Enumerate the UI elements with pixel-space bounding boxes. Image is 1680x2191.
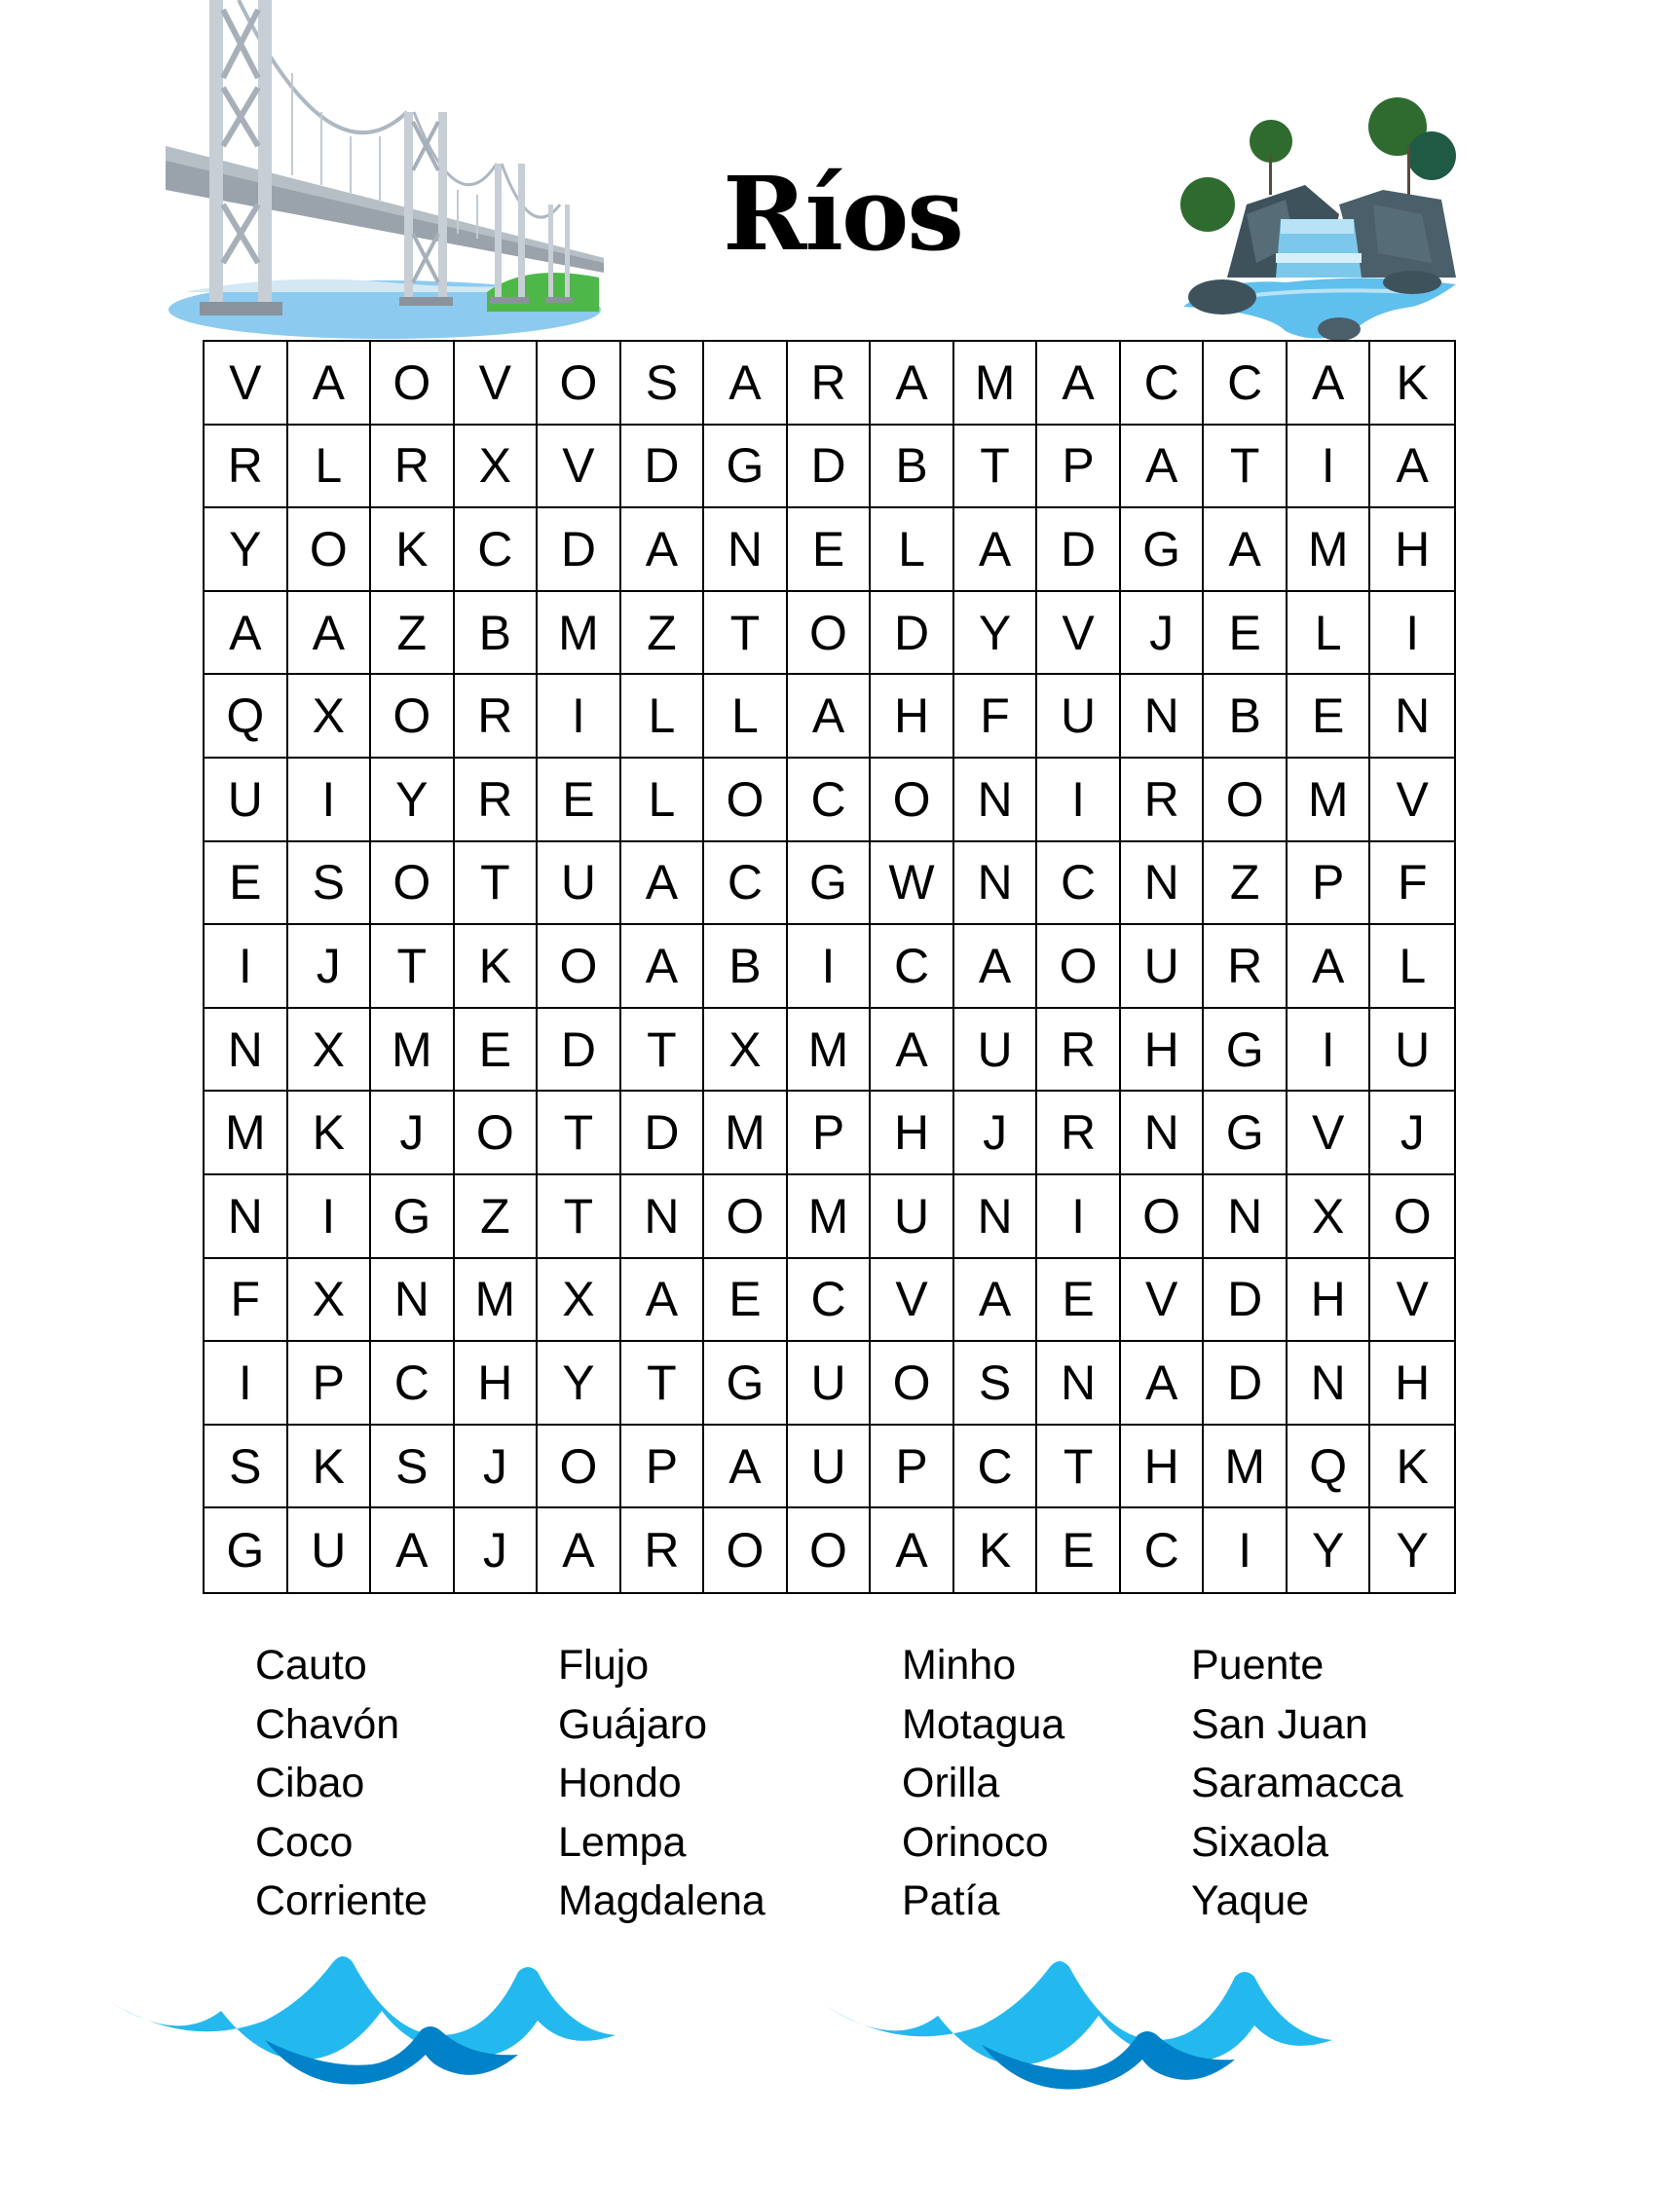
- grid-cell[interactable]: O: [788, 1508, 872, 1592]
- grid-cell[interactable]: B: [1204, 675, 1288, 759]
- grid-cell[interactable]: M: [371, 1009, 455, 1093]
- grid-cell[interactable]: X: [288, 675, 372, 759]
- grid-cell[interactable]: X: [1288, 1175, 1371, 1259]
- grid-cell[interactable]: C: [1121, 342, 1205, 426]
- grid-cell[interactable]: K: [1370, 1426, 1454, 1509]
- grid-cell[interactable]: M: [1288, 759, 1371, 842]
- grid-cell[interactable]: M: [205, 1092, 288, 1175]
- grid-cell[interactable]: A: [621, 1259, 705, 1343]
- grid-cell[interactable]: X: [455, 426, 539, 509]
- grid-cell[interactable]: I: [288, 759, 372, 842]
- grid-cell[interactable]: S: [205, 1426, 288, 1509]
- grid-cell[interactable]: A: [871, 1508, 954, 1592]
- grid-cell[interactable]: R: [205, 426, 288, 509]
- grid-cell[interactable]: O: [704, 1508, 788, 1592]
- word-list-column-1: [255, 1636, 428, 1931]
- grid-cell[interactable]: O: [871, 759, 954, 842]
- grid-cell[interactable]: O: [371, 842, 455, 926]
- grid-cell[interactable]: A: [1121, 1342, 1205, 1426]
- word-list-column-2: [558, 1636, 765, 1931]
- grid-cell[interactable]: A: [288, 342, 372, 426]
- grid-cell[interactable]: G: [704, 426, 788, 509]
- waterfall-icon: [1178, 97, 1461, 346]
- grid-cell[interactable]: E: [205, 842, 288, 926]
- grid-cell[interactable]: H: [1370, 508, 1454, 592]
- grid-cell[interactable]: O: [288, 508, 372, 592]
- grid-cell[interactable]: K: [954, 1508, 1038, 1592]
- grid-cell[interactable]: O: [1037, 925, 1121, 1009]
- grid-cell[interactable]: V: [871, 1259, 954, 1343]
- grid-cell[interactable]: V: [1370, 1259, 1454, 1343]
- grid-cell[interactable]: N: [704, 508, 788, 592]
- grid-cell[interactable]: M: [538, 592, 621, 676]
- grid-cell[interactable]: Z: [371, 592, 455, 676]
- grid-cell[interactable]: M: [704, 1092, 788, 1175]
- grid-cell[interactable]: A: [371, 1508, 455, 1592]
- grid-cell[interactable]: O: [371, 342, 455, 426]
- grid-cell[interactable]: F: [954, 675, 1038, 759]
- grid-cell[interactable]: G: [205, 1508, 288, 1592]
- grid-cell[interactable]: K: [288, 1092, 372, 1175]
- word-item: Guájaro: [558, 1700, 707, 1748]
- grid-cell[interactable]: H: [455, 1342, 539, 1426]
- grid-cell[interactable]: B: [455, 592, 539, 676]
- grid-cell[interactable]: I: [1288, 426, 1371, 509]
- word-item: Hondo: [558, 1760, 682, 1806]
- grid-cell[interactable]: Y: [371, 759, 455, 842]
- grid-cell[interactable]: F: [205, 1259, 288, 1343]
- grid-cell[interactable]: V: [455, 342, 539, 426]
- grid-cell[interactable]: P: [1037, 426, 1121, 509]
- grid-cell[interactable]: C: [1204, 342, 1288, 426]
- grid-cell[interactable]: L: [704, 675, 788, 759]
- grid-cell[interactable]: Z: [1204, 842, 1288, 926]
- grid-cell[interactable]: Y: [1396, 1523, 1429, 1578]
- grid-cell[interactable]: A: [621, 925, 705, 1009]
- grid-cell[interactable]: I: [1037, 1175, 1121, 1259]
- grid-cell[interactable]: H: [871, 1092, 954, 1175]
- grid-cell[interactable]: V: [1037, 592, 1121, 676]
- grid-cell[interactable]: D: [538, 1009, 621, 1093]
- grid-cell[interactable]: S: [954, 1342, 1038, 1426]
- grid-cell[interactable]: R: [455, 759, 539, 842]
- grid-cell[interactable]: M: [1288, 508, 1371, 592]
- grid-cell[interactable]: F: [1370, 842, 1454, 926]
- grid-cell[interactable]: N: [954, 759, 1038, 842]
- grid-cell[interactable]: X: [704, 1009, 788, 1093]
- grid-cell[interactable]: O: [371, 675, 455, 759]
- grid-cell[interactable]: N: [1204, 1175, 1288, 1259]
- word-search-grid: [203, 340, 1456, 1594]
- grid-cell[interactable]: O: [704, 759, 788, 842]
- grid-cell[interactable]: P: [788, 1092, 872, 1175]
- grid-cell[interactable]: A: [788, 675, 872, 759]
- grid-cell[interactable]: J: [455, 1426, 539, 1509]
- grid-cell[interactable]: E: [704, 1259, 788, 1343]
- grid-cell[interactable]: J: [371, 1092, 455, 1175]
- grid-cell[interactable]: U: [788, 1342, 872, 1426]
- grid-cell[interactable]: U: [788, 1426, 872, 1509]
- grid-cell[interactable]: S: [288, 842, 372, 926]
- grid-cell[interactable]: A: [1204, 508, 1288, 592]
- grid-cell[interactable]: U: [205, 759, 288, 842]
- grid-cell[interactable]: V: [1288, 1092, 1371, 1175]
- grid-cell[interactable]: I: [1288, 1009, 1371, 1093]
- grid-cell[interactable]: R: [1204, 925, 1288, 1009]
- grid-cell[interactable]: T: [1037, 1426, 1121, 1509]
- grid-cell[interactable]: R: [1121, 759, 1205, 842]
- grid-cell[interactable]: L: [1288, 592, 1371, 676]
- grid-cell[interactable]: E: [538, 759, 621, 842]
- grid-cell[interactable]: L: [1370, 925, 1454, 1009]
- grid-cell[interactable]: V: [1370, 759, 1454, 842]
- grid-cell[interactable]: C: [704, 842, 788, 926]
- word-item: Yaque: [1191, 1877, 1310, 1924]
- grid-cell[interactable]: E: [1288, 675, 1371, 759]
- word-item: San Juan: [1191, 1700, 1368, 1748]
- word-item: Orinoco: [902, 1818, 1049, 1866]
- word-item: Puente: [1191, 1642, 1325, 1689]
- grid-cell[interactable]: J: [455, 1508, 539, 1592]
- grid-cell[interactable]: M: [455, 1259, 539, 1343]
- grid-cell[interactable]: Z: [621, 592, 705, 676]
- grid-cell[interactable]: M: [1204, 1426, 1288, 1509]
- grid-cell[interactable]: O: [1204, 759, 1288, 842]
- grid-cell[interactable]: C: [1121, 1508, 1205, 1592]
- grid-cell[interactable]: Q: [205, 675, 288, 759]
- grid-cell[interactable]: I: [1037, 759, 1121, 842]
- grid-cell[interactable]: J: [954, 1092, 1038, 1175]
- grid-cell[interactable]: G: [704, 1342, 788, 1426]
- grid-cell[interactable]: R: [1037, 1092, 1121, 1175]
- grid-cell[interactable]: W: [871, 842, 954, 926]
- grid-cell[interactable]: O: [1370, 1175, 1454, 1259]
- grid-cell[interactable]: G: [1121, 508, 1205, 592]
- word-item: Sixaola: [1191, 1818, 1329, 1866]
- grid-cell[interactable]: S: [371, 1426, 455, 1509]
- grid-cell[interactable]: U: [1121, 925, 1205, 1009]
- grid-cell[interactable]: P: [1288, 842, 1371, 926]
- waves-left-icon: [109, 1943, 616, 2098]
- grid-cell[interactable]: N: [954, 842, 1038, 926]
- grid-cell[interactable]: D: [621, 426, 705, 509]
- grid-cell[interactable]: E: [1037, 1508, 1121, 1592]
- grid-cell[interactable]: A: [871, 342, 954, 426]
- grid-cell[interactable]: N: [1288, 1342, 1371, 1426]
- word-item: Patía: [902, 1877, 1000, 1924]
- grid-cell[interactable]: D: [1037, 508, 1121, 592]
- grid-cell[interactable]: X: [288, 1259, 372, 1343]
- grid-cell[interactable]: P: [288, 1342, 372, 1426]
- grid-cell[interactable]: C: [788, 1259, 872, 1343]
- grid-cell[interactable]: H: [1121, 1426, 1205, 1509]
- grid-cell[interactable]: B: [871, 426, 954, 509]
- grid-cell[interactable]: K: [288, 1426, 372, 1509]
- grid-cell[interactable]: D: [788, 426, 872, 509]
- grid-cell[interactable]: Y: [1288, 1508, 1371, 1592]
- word-item: Orilla: [902, 1760, 1000, 1806]
- word-list-column-4: [1191, 1636, 1402, 1931]
- grid-cell[interactable]: T: [455, 842, 539, 926]
- grid-cell[interactable]: U: [1037, 675, 1121, 759]
- grid-cell[interactable]: J: [1121, 592, 1205, 676]
- word-list-column-3: [902, 1636, 1064, 1931]
- grid-cell[interactable]: K: [371, 508, 455, 592]
- grid-cell[interactable]: O: [788, 592, 872, 676]
- grid-cell[interactable]: N: [1121, 675, 1205, 759]
- grid-cell[interactable]: T: [538, 1175, 621, 1259]
- grid-cell[interactable]: A: [1370, 426, 1454, 509]
- grid-cell[interactable]: L: [621, 759, 705, 842]
- grid-cell[interactable]: H: [871, 675, 954, 759]
- grid-cell[interactable]: J: [1370, 1092, 1454, 1175]
- grid-cell[interactable]: A: [1121, 426, 1205, 509]
- grid-cell[interactable]: X: [288, 1009, 372, 1093]
- grid-cell[interactable]: A: [1288, 342, 1371, 426]
- grid-cell[interactable]: E: [1037, 1259, 1121, 1343]
- grid-cell[interactable]: N: [621, 1175, 705, 1259]
- grid-cell[interactable]: Y: [538, 1342, 621, 1426]
- grid-cell[interactable]: N: [1121, 842, 1205, 926]
- grid-cell[interactable]: A: [1288, 925, 1371, 1009]
- grid-cell[interactable]: U: [1370, 1009, 1454, 1093]
- grid-cell[interactable]: O: [871, 1342, 954, 1426]
- grid-cell[interactable]: M: [788, 1009, 872, 1093]
- grid-cell[interactable]: C: [455, 508, 539, 592]
- word-item: Cibao: [255, 1760, 365, 1806]
- grid-cell[interactable]: G: [1204, 1092, 1288, 1175]
- grid-cell[interactable]: L: [288, 426, 372, 509]
- grid-cell[interactable]: O: [1121, 1175, 1205, 1259]
- grid-cell[interactable]: H: [1370, 1342, 1454, 1426]
- grid-cell[interactable]: N: [1121, 1092, 1205, 1175]
- grid-cell[interactable]: I: [788, 925, 872, 1009]
- grid-cell[interactable]: R: [1037, 1009, 1121, 1093]
- grid-cell[interactable]: O: [538, 925, 621, 1009]
- word-item: Motagua: [902, 1700, 1065, 1748]
- grid-cell[interactable]: T: [1204, 426, 1288, 509]
- grid-cell[interactable]: D: [871, 592, 954, 676]
- grid-cell[interactable]: U: [538, 842, 621, 926]
- grid-cell[interactable]: I: [538, 675, 621, 759]
- grid-cell[interactable]: P: [621, 1426, 705, 1509]
- grid-cell[interactable]: H: [1288, 1259, 1371, 1343]
- grid-cell[interactable]: V: [205, 342, 288, 426]
- grid-cell[interactable]: I: [1370, 592, 1454, 676]
- grid-cell[interactable]: I: [288, 1175, 372, 1259]
- grid-cell[interactable]: Y: [205, 508, 288, 592]
- grid-cell[interactable]: A: [954, 508, 1038, 592]
- grid-cell[interactable]: O: [704, 1175, 788, 1259]
- grid-cell[interactable]: N: [371, 1259, 455, 1343]
- grid-cell[interactable]: R: [621, 1508, 705, 1592]
- grid-cell[interactable]: H: [1121, 1009, 1205, 1093]
- word-item: Coco: [255, 1818, 354, 1866]
- grid-cell[interactable]: J: [288, 925, 372, 1009]
- grid-cell[interactable]: E: [455, 1009, 539, 1093]
- grid-cell[interactable]: N: [1370, 675, 1454, 759]
- grid-cell[interactable]: S: [621, 342, 705, 426]
- grid-cell[interactable]: N: [205, 1175, 288, 1259]
- grid-cell[interactable]: T: [621, 1009, 705, 1093]
- grid-cell[interactable]: O: [455, 1092, 539, 1175]
- grid-cell[interactable]: A: [538, 1508, 621, 1592]
- grid-cell[interactable]: M: [954, 342, 1038, 426]
- grid-cell[interactable]: K: [455, 925, 539, 1009]
- grid-cell[interactable]: O: [538, 1426, 621, 1509]
- word-item: Minho: [902, 1642, 1017, 1689]
- grid-cell[interactable]: O: [538, 342, 621, 426]
- word-item: Saramacca: [1191, 1760, 1403, 1806]
- grid-cell[interactable]: A: [871, 1009, 954, 1093]
- grid-cell[interactable]: A: [1037, 342, 1121, 426]
- grid-cell[interactable]: A: [954, 1259, 1038, 1343]
- grid-cell[interactable]: G: [371, 1175, 455, 1259]
- grid-cell[interactable]: T: [954, 426, 1038, 509]
- waves-right-icon: [826, 1948, 1332, 2103]
- grid-cell[interactable]: B: [704, 925, 788, 1009]
- grid-cell[interactable]: R: [788, 342, 872, 426]
- grid-cell[interactable]: R: [371, 426, 455, 509]
- page-title: Ríos: [723, 154, 962, 274]
- grid-cell[interactable]: I: [1204, 1508, 1288, 1592]
- grid-cell[interactable]: A: [704, 342, 788, 426]
- grid-cell[interactable]: D: [621, 1092, 705, 1175]
- grid-cell[interactable]: T: [538, 1092, 621, 1175]
- grid-cell[interactable]: C: [371, 1342, 455, 1426]
- grid-cell[interactable]: Q: [1288, 1426, 1371, 1509]
- grid-cell[interactable]: D: [1204, 1342, 1288, 1426]
- grid-cell[interactable]: I: [205, 925, 288, 1009]
- grid-cell[interactable]: Z: [455, 1175, 539, 1259]
- grid-cell[interactable]: V: [538, 426, 621, 509]
- grid-cell[interactable]: K: [1370, 342, 1454, 426]
- grid-cell[interactable]: U: [954, 1009, 1038, 1093]
- grid-cell[interactable]: M: [788, 1175, 872, 1259]
- grid-cell[interactable]: G: [1204, 1009, 1288, 1093]
- grid-cell[interactable]: E: [1204, 592, 1288, 676]
- grid-cell[interactable]: A: [621, 508, 705, 592]
- grid-cell[interactable]: C: [1037, 842, 1121, 926]
- word-item: Flujo: [558, 1642, 650, 1689]
- grid-cell[interactable]: D: [538, 508, 621, 592]
- word-item: Lempa: [558, 1818, 687, 1866]
- grid-cell[interactable]: A: [704, 1426, 788, 1509]
- grid-cell[interactable]: U: [288, 1508, 372, 1592]
- grid-cell[interactable]: I: [205, 1342, 288, 1426]
- grid-cell[interactable]: A: [205, 592, 288, 676]
- word-item: Corriente: [255, 1877, 428, 1924]
- grid-cell[interactable]: C: [788, 759, 872, 842]
- grid-cell[interactable]: R: [455, 675, 539, 759]
- grid-cell[interactable]: C: [871, 925, 954, 1009]
- grid-cell[interactable]: G: [788, 842, 872, 926]
- grid-cell[interactable]: T: [621, 1342, 705, 1426]
- grid-cell[interactable]: X: [538, 1259, 621, 1343]
- grid-cell[interactable]: P: [871, 1426, 954, 1509]
- grid-cell[interactable]: V: [1121, 1259, 1205, 1343]
- grid-cell[interactable]: E: [788, 508, 872, 592]
- grid-cell[interactable]: L: [621, 675, 705, 759]
- grid-cell[interactable]: A: [954, 925, 1038, 1009]
- grid-cell[interactable]: A: [621, 842, 705, 926]
- grid-cell[interactable]: N: [954, 1175, 1038, 1259]
- grid-cell[interactable]: L: [871, 508, 954, 592]
- grid-cell[interactable]: Y: [954, 592, 1038, 676]
- grid-cell[interactable]: U: [871, 1175, 954, 1259]
- grid-cell[interactable]: N: [205, 1009, 288, 1093]
- grid-cell[interactable]: A: [288, 592, 372, 676]
- bridge-icon: [166, 0, 604, 341]
- word-item: Chavón: [255, 1700, 400, 1748]
- word-list: [0, 1636, 1680, 1948]
- grid-cell[interactable]: T: [371, 925, 455, 1009]
- grid-cell[interactable]: N: [1037, 1342, 1121, 1426]
- grid-cell[interactable]: C: [954, 1426, 1038, 1509]
- grid-cell[interactable]: T: [704, 592, 788, 676]
- word-item: Cauto: [255, 1642, 367, 1689]
- word-item: Magdalena: [558, 1877, 765, 1924]
- grid-cell[interactable]: D: [1204, 1259, 1288, 1343]
